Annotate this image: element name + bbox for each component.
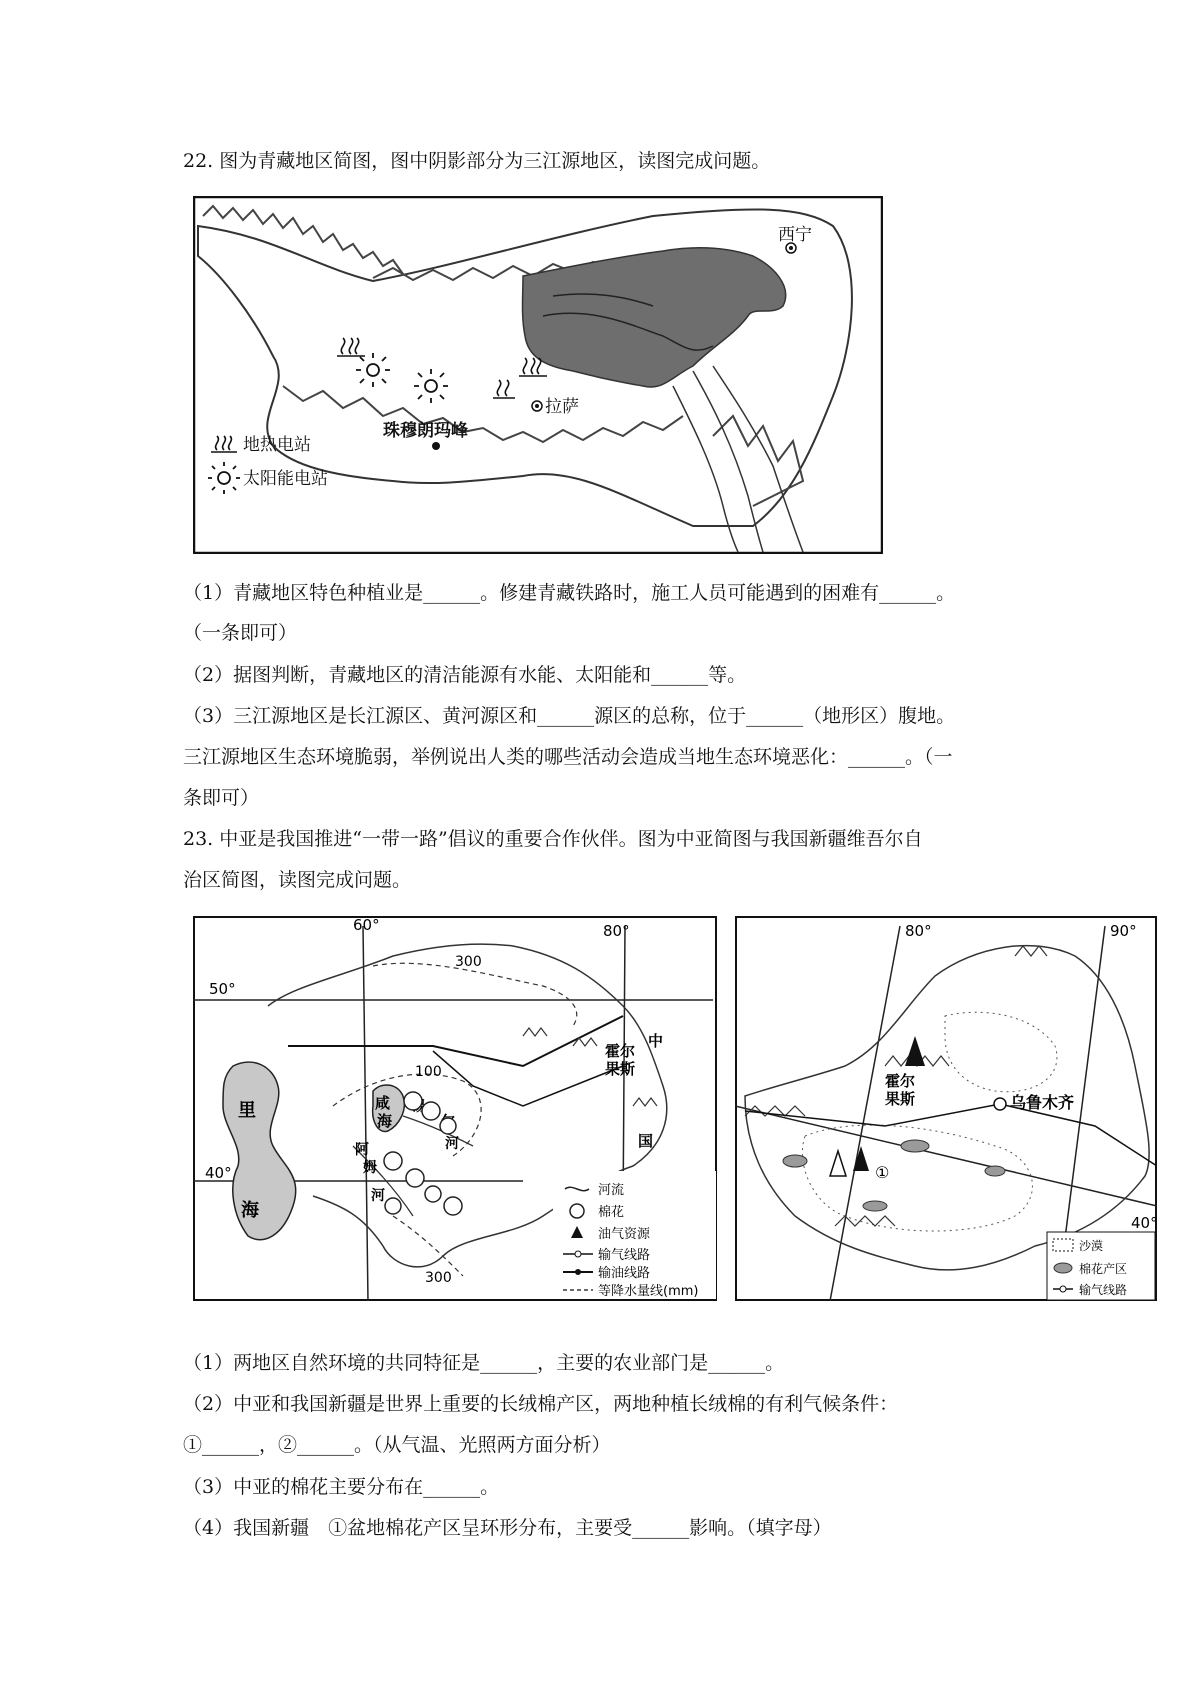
question-23-part-3: （3）中亚的棉花主要分布在______。 <box>183 1476 500 1498</box>
label-huoerguosi-b: 果斯 <box>605 1060 636 1078</box>
label-everest: 珠穆朗玛峰 <box>383 421 468 441</box>
legend-isohyet: 等降水量线(mm) <box>598 1284 699 1299</box>
label-huoerguosi-a-right: 霍尔 <box>885 1072 916 1090</box>
question-22-part-1a: （1）青藏地区特色种植业是______。修建青藏铁路时，施工人员可能遇到的困难有______。 <box>183 582 956 604</box>
question-22-part-3c: 条即可） <box>183 787 260 809</box>
label-lon80-right: 80° <box>905 922 932 940</box>
question-23-part-2b: ①______，②______。（从气温、光照两方面分析） <box>183 1434 611 1456</box>
legend-cotton: 棉花 <box>598 1205 625 1220</box>
label-basin-1: ① <box>875 1163 890 1182</box>
xinjiang-map <box>735 916 1157 1301</box>
label-he2: 河 <box>371 1188 385 1204</box>
legend-cotton-right: 棉花产区 <box>1079 1262 1128 1276</box>
label-xian: 咸 <box>375 1094 391 1112</box>
question-23-part-1: （1）两地区自然环境的共同特征是______，主要的农业部门是______。 <box>183 1352 785 1374</box>
legend-gas-pipe: 输气线路 <box>598 1248 651 1263</box>
label-huoerguosi-b-right: 果斯 <box>885 1090 916 1108</box>
label-iso100: 100 <box>415 1064 442 1080</box>
legend-oil-pipe: 输油线路 <box>598 1266 651 1281</box>
legend-geothermal-label: 地热电站 <box>243 435 311 455</box>
question-23-part-2a: （2）中亚和我国新疆是世界上重要的长绒棉产区，两地种植长绒棉的有利气候条件： <box>183 1393 899 1415</box>
label-xining: 西宁 <box>778 225 812 245</box>
label-lon60: 60° <box>353 916 380 934</box>
label-lat50: 50° <box>209 980 236 998</box>
legend-gas-right: 输气线路 <box>1079 1283 1128 1297</box>
label-hai2: 海 <box>377 1112 393 1130</box>
label-lat40: 40° <box>205 1164 232 1182</box>
label-iso300-bottom: 300 <box>425 1270 452 1286</box>
question-23-part-4: （4）我国新疆 ①盆地棉花产区呈环形分布，主要受______影响。（填字母） <box>183 1517 832 1539</box>
qinghai-tibet-map <box>193 196 883 554</box>
label-hai: 海 <box>241 1200 259 1221</box>
legend-desert: 沙漠 <box>1079 1239 1104 1253</box>
label-zhong: 中 <box>648 1032 664 1050</box>
question-22-part-2: （2）据图判断，青藏地区的清洁能源有水能、太阳能和______等。 <box>183 664 747 686</box>
legend-solar-label: 太阳能电站 <box>243 469 328 489</box>
legend-river: 河流 <box>598 1183 625 1198</box>
question-23-title-a: 23. 中亚是我国推进“一带一路”倡议的重要合作伙伴。图为中亚简图与我国新疆维吾尔自 <box>183 828 923 850</box>
question-22-part-3b: 三江源地区生态环境脆弱，举例说出人类的哪些活动会造成当地生态环境恶化：______。（一 <box>183 746 953 768</box>
label-he: 河 <box>445 1136 459 1152</box>
label-li: 里 <box>238 1100 256 1121</box>
label-a: 阿 <box>355 1142 369 1158</box>
label-lon80: 80° <box>603 922 630 940</box>
label-lat40-right: 40° <box>1131 1214 1157 1232</box>
label-lon90-right: 90° <box>1110 922 1137 940</box>
label-iso300-top: 300 <box>455 954 482 970</box>
question-23-title-b: 治区简图，读图完成问题。 <box>183 869 412 891</box>
label-huoerguosi-a: 霍尔 <box>605 1042 636 1060</box>
label-lhasa: 拉萨 <box>545 397 579 417</box>
label-guo: 国 <box>638 1132 654 1150</box>
question-22-part-3a: （3）三江源地区是长江源区、黄河源区和______源区的总称，位于______（地形区）腹地。 <box>183 705 956 727</box>
central-asia-map <box>193 916 717 1301</box>
peak-marker-everest <box>432 442 440 450</box>
question-22-part-1b: （一条即可） <box>183 622 298 644</box>
question-22-title: 22. 图为青藏地区简图，图中阴影部分为三江源地区，读图完成问题。 <box>183 150 771 172</box>
label-mu: 姆 <box>363 1160 377 1176</box>
label-urumqi: 乌鲁木齐 <box>1010 1093 1075 1112</box>
legend-oilgas: 油气资源 <box>598 1227 651 1242</box>
